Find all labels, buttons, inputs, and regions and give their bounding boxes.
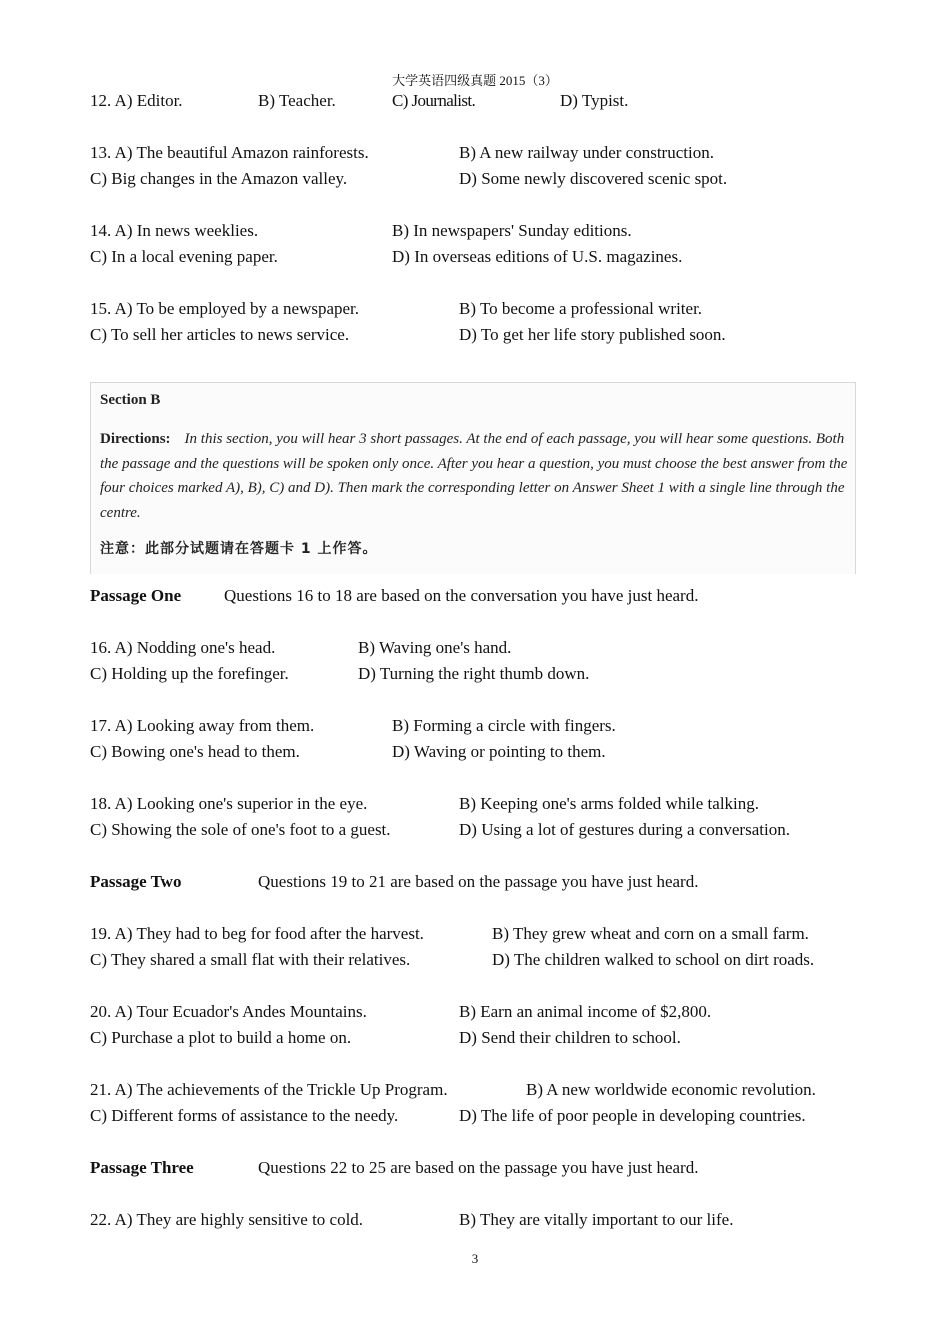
passage-one-text: Questions 16 to 18 are based on the conversation you have just heard. bbox=[224, 586, 699, 605]
question-20-row1 bbox=[90, 1002, 712, 1022]
question-13-row2 bbox=[90, 169, 728, 189]
q19-option-c: C) They shared a small flat with their relatives. bbox=[90, 950, 411, 969]
question-16-row2 bbox=[90, 664, 590, 684]
q15-option-a: 15. A) To be employed by a newspaper. bbox=[90, 299, 360, 318]
q16-option-d: D) Turning the right thumb down. bbox=[358, 664, 590, 683]
passage-two-heading bbox=[90, 872, 699, 892]
q12-option-d: D) Typist. bbox=[560, 91, 629, 110]
question-14-row2 bbox=[90, 247, 683, 267]
q22-option-b: B) They are vitally important to our life. bbox=[459, 1210, 734, 1229]
q21-option-d: D) The life of poor people in developing countries. bbox=[459, 1106, 806, 1125]
q13-option-b: B) A new railway under construction. bbox=[459, 143, 714, 162]
question-17-row2 bbox=[90, 742, 606, 762]
q22-option-a: 22. A) They are highly sensitive to cold. bbox=[90, 1210, 364, 1229]
q12-option-a: 12. A) Editor. bbox=[90, 91, 183, 110]
passage-two-text: Questions 19 to 21 are based on the passage you have just heard. bbox=[258, 872, 699, 891]
passage-three-text: Questions 22 to 25 are based on the passage you have just heard. bbox=[258, 1158, 699, 1177]
q16-option-c: C) Holding up the forefinger. bbox=[90, 664, 289, 683]
q17-option-a: 17. A) Looking away from them. bbox=[90, 716, 315, 735]
question-14-row1 bbox=[90, 221, 632, 241]
q20-option-b: B) Earn an animal income of $2,800. bbox=[459, 1002, 712, 1021]
question-17-row1 bbox=[90, 716, 616, 736]
q13-option-d: D) Some newly discovered scenic spot. bbox=[459, 169, 728, 188]
q17-option-b: B) Forming a circle with fingers. bbox=[392, 716, 616, 735]
q14-option-c: C) In a local evening paper. bbox=[90, 247, 278, 266]
question-18-row1 bbox=[90, 794, 760, 814]
passage-two-title: Passage Two bbox=[90, 872, 182, 891]
question-15-row1 bbox=[90, 299, 703, 319]
q15-option-d: D) To get her life story published soon. bbox=[459, 325, 726, 344]
q13-option-c: C) Big changes in the Amazon valley. bbox=[90, 169, 348, 188]
passage-three-heading bbox=[90, 1158, 699, 1178]
question-19-row2 bbox=[90, 950, 815, 970]
question-21-row1 bbox=[90, 1080, 816, 1100]
q21-option-a: 21. A) The achievements of the Trickle Up Program. bbox=[90, 1080, 448, 1099]
question-22-row1 bbox=[90, 1210, 734, 1230]
question-20-row2 bbox=[90, 1028, 681, 1048]
q16-option-a: 16. A) Nodding one's head. bbox=[90, 638, 276, 657]
question-16-row1 bbox=[90, 638, 512, 658]
question-18-row2 bbox=[90, 820, 790, 840]
section-directions bbox=[100, 427, 850, 525]
q17-option-d: D) Waving or pointing to them. bbox=[392, 742, 606, 761]
q18-option-a: 18. A) Looking one's superior in the eye. bbox=[90, 794, 368, 813]
directions-text: In this section, you will hear 3 short passages. At the end of each passage, you will hear some questions. Both the passage and the questions will be spoken only once. After you hear a question, you must choose the best answer from the four choices marked A), B), C) and D). Then mark the corresponding letter on Answer Sheet 1 with a single line through the centre. bbox=[100, 431, 848, 521]
q12-option-c: C) Journalist. bbox=[392, 91, 476, 110]
q20-option-d: D) Send their children to school. bbox=[459, 1028, 681, 1047]
section-note: 注意：此部分试题请在答题卡 1 上作答。 bbox=[100, 541, 378, 557]
q13-option-a: 13. A) The beautiful Amazon rainforests. bbox=[90, 143, 369, 162]
q15-option-b: B) To become a professional writer. bbox=[459, 299, 703, 318]
q19-option-a: 19. A) They had to beg for food after the harvest. bbox=[90, 924, 424, 943]
q21-option-b: B) A new worldwide economic revolution. bbox=[526, 1080, 816, 1099]
section-b-directions-box bbox=[90, 382, 856, 574]
passage-three-title: Passage Three bbox=[90, 1158, 194, 1177]
page-header: 大学英语四级真题 2015（3） bbox=[392, 73, 558, 88]
q14-option-b: B) In newspapers' Sunday editions. bbox=[392, 221, 632, 240]
q20-option-c: C) Purchase a plot to build a home on. bbox=[90, 1028, 352, 1047]
question-19-row1 bbox=[90, 924, 809, 944]
question-21-row2 bbox=[90, 1106, 806, 1126]
q15-option-c: C) To sell her articles to news service. bbox=[90, 325, 350, 344]
q18-option-b: B) Keeping one's arms folded while talking. bbox=[459, 794, 760, 813]
question-12 bbox=[90, 91, 629, 111]
passage-one-heading bbox=[90, 586, 699, 606]
question-15-row2 bbox=[90, 325, 726, 345]
directions-label: Directions: bbox=[100, 431, 171, 447]
question-13-row1 bbox=[90, 143, 714, 163]
q19-option-d: D) The children walked to school on dirt roads. bbox=[492, 950, 815, 969]
page-number: 3 bbox=[471, 1251, 479, 1266]
q14-option-d: D) In overseas editions of U.S. magazines. bbox=[392, 247, 683, 266]
q14-option-a: 14. A) In news weeklies. bbox=[90, 221, 259, 240]
section-title: Section B bbox=[100, 392, 161, 408]
q21-option-c: C) Different forms of assistance to the needy. bbox=[90, 1106, 399, 1125]
q20-option-a: 20. A) Tour Ecuador's Andes Mountains. bbox=[90, 1002, 367, 1021]
q19-option-b: B) They grew wheat and corn on a small farm. bbox=[492, 924, 809, 943]
q18-option-d: D) Using a lot of gestures during a conversation. bbox=[459, 820, 790, 839]
passage-one-title: Passage One bbox=[90, 586, 182, 605]
q12-option-b: B) Teacher. bbox=[258, 91, 336, 110]
q16-option-b: B) Waving one's hand. bbox=[358, 638, 512, 657]
q18-option-c: C) Showing the sole of one's foot to a guest. bbox=[90, 820, 391, 839]
q17-option-c: C) Bowing one's head to them. bbox=[90, 742, 300, 761]
